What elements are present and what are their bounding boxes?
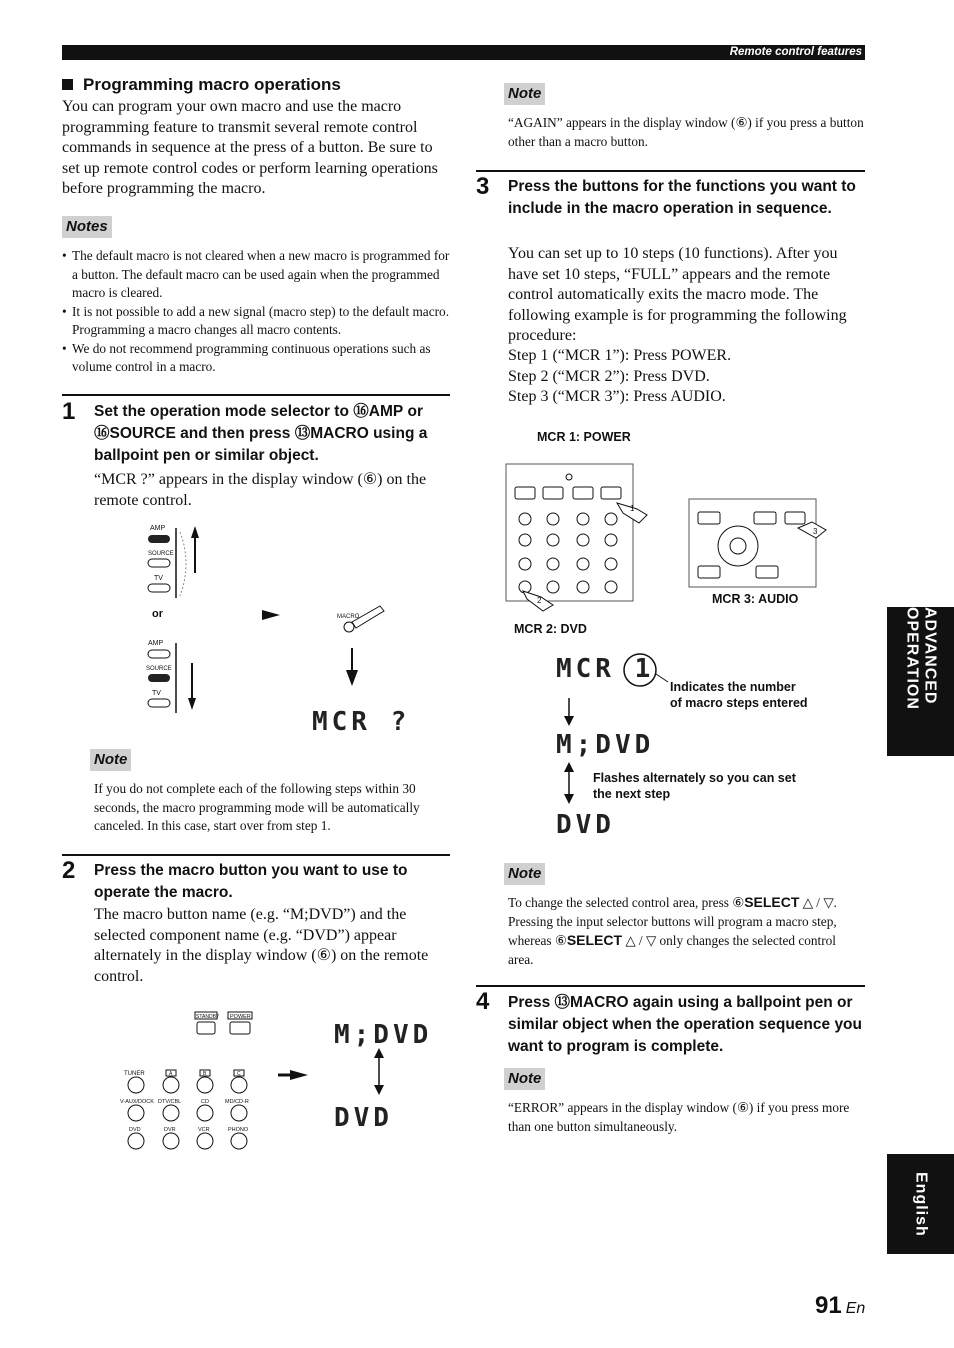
svg-text:V-AUX/DOCK: V-AUX/DOCK xyxy=(120,1099,154,1105)
note-item: • We do not recommend programming continuous operations such as volume control in a macro. xyxy=(62,340,450,377)
divider xyxy=(62,854,450,856)
fig1-tv: TV xyxy=(154,575,163,582)
svg-text:DVR: DVR xyxy=(164,1127,176,1133)
remote-right-figure xyxy=(688,498,828,590)
svg-text:3: 3 xyxy=(813,527,818,536)
divider xyxy=(476,985,865,987)
macro-button-figure xyxy=(118,1008,438,1158)
step2-title: Press the macro button you want to use to operate the macro. xyxy=(94,862,408,901)
fig1-lcd: MCR ? xyxy=(312,707,411,737)
svg-text:1: 1 xyxy=(630,504,635,513)
lcd-mcr1: MCR 1 xyxy=(556,654,655,684)
step3-body: You can set up to 10 steps (10 functions). After you have set 10 steps, “FULL” appears and the remote control automatically exits the macro mode. The following example is for programming the following procedure: xyxy=(508,245,847,344)
step1-title: Set the operation mode selector to ⑯AMP or ⑯SOURCE and then press ⑬MACRO using a ballpoint pen or similar object. xyxy=(94,403,428,464)
svg-text:DTV/CBL: DTV/CBL xyxy=(158,1099,182,1105)
section-title: Remote control features xyxy=(729,46,862,58)
notes-list xyxy=(62,247,450,377)
divider xyxy=(62,394,450,396)
remote-left-figure xyxy=(505,463,655,613)
note-a-text: “AGAIN” appears in the display window (⑥) if you press a button other than a macro button. xyxy=(508,115,864,149)
step3-title: Press the buttons for the functions you want to include in the macro operation in sequence. xyxy=(508,178,856,217)
svg-text:DVD: DVD xyxy=(129,1127,141,1133)
fig1-or: or xyxy=(152,608,163,620)
annotation-flash: Flashes alternately so you can set the next step xyxy=(593,771,796,801)
note-label: Note xyxy=(90,749,131,771)
mcr3-label: MCR 3: AUDIO xyxy=(712,592,799,606)
svg-text:A: A xyxy=(169,1071,173,1077)
notes-label: Notes xyxy=(62,216,112,238)
step4-title: Press ⑬MACRO again using a ballpoint pen or similar object when the operation sequence you want to program is complete. xyxy=(508,994,862,1055)
svg-text:B: B xyxy=(203,1071,207,1077)
note-b-text: To change the selected control area, press ⑥SELECT △ / ▽. Pressing the input selector buttons will program a macro step, whereas ⑥SELECT △ / ▽ only changes the selected control area. xyxy=(508,894,837,967)
step-number: 2 xyxy=(62,857,76,884)
step2-body: The macro button name (e.g. “M;DVD”) and the selected component name (e.g. “DVD”) appear alternately in the display window (⑥) on the remote control. xyxy=(94,906,429,985)
mcr2-label: MCR 2: DVD xyxy=(514,622,587,636)
svg-text:MD/CD-R: MD/CD-R xyxy=(225,1099,249,1105)
step-number: 3 xyxy=(476,173,490,200)
fig1-amp: AMP xyxy=(150,525,166,532)
section-heading xyxy=(62,75,341,95)
fig1-amp2: AMP xyxy=(148,640,164,647)
side-tab-advanced: ADVANCED OPERATION xyxy=(887,607,954,756)
note-item: • It is not possible to add a new signal (macro step) to the default macro. Programming a macro changes all macro contents. xyxy=(62,303,450,340)
step3-lines: Step 1 (“MCR 1”): Press POWER. Step 2 (“MCR 2”): Press DVD. Step 3 (“MCR 3”): Press AUDIO. xyxy=(508,347,732,405)
svg-text:C: C xyxy=(237,1071,241,1077)
intro-paragraph: You can program your own macro and use the macro programming feature to transmit several remote control commands in sequence at the press of a button. Be sure to set up remote control codes or perform learning operations before programming the macro. xyxy=(62,98,438,197)
note1-text: If you do not complete each of the following steps within 30 seconds, the macro programming mode will be automatically canceled. In this case, start over from step 1. xyxy=(94,781,420,833)
fig1-source: SOURCE xyxy=(148,551,174,557)
square-bullet-icon xyxy=(62,79,73,90)
step-number: 4 xyxy=(476,988,490,1015)
svg-text:STANDBY: STANDBY xyxy=(196,1014,220,1020)
note-item: • The default macro is not cleared when a new macro is programmed for a button. The default macro can be used again when the programmed macro is cleared. xyxy=(62,247,450,303)
fig1-tv2: TV xyxy=(152,690,161,697)
divider xyxy=(476,170,865,172)
svg-text:PHONO: PHONO xyxy=(228,1127,249,1133)
side-tab-english: English xyxy=(887,1154,954,1254)
note-label: Note xyxy=(504,863,545,885)
heading-text: Programming macro operations xyxy=(83,75,341,94)
svg-text:VCR: VCR xyxy=(198,1127,210,1133)
fig1-macro: MACRO xyxy=(337,614,360,620)
svg-text:M;DVD: M;DVD xyxy=(334,1020,433,1050)
mode-selector-figure xyxy=(140,518,440,743)
note-label: Note xyxy=(504,83,545,105)
svg-text:TUNER: TUNER xyxy=(124,1071,145,1077)
svg-text:2: 2 xyxy=(537,596,542,605)
note-c-text: “ERROR” appears in the display window (⑥) if you press more than one button simultaneously. xyxy=(508,1100,850,1134)
svg-text:POWER: POWER xyxy=(230,1014,251,1020)
fig1-source2: SOURCE xyxy=(146,666,172,672)
step-number: 1 xyxy=(62,398,76,425)
svg-text:CD: CD xyxy=(201,1099,209,1105)
note-label: Note xyxy=(504,1068,545,1090)
lcd-mdvd: M;DVD xyxy=(556,730,655,760)
step1-body: “MCR ?” appears in the display window (⑥) on the remote control. xyxy=(94,471,427,509)
lcd-dvd: DVD xyxy=(556,810,615,840)
annotation-steps: Indicates the number of macro steps entered xyxy=(670,680,808,710)
page-number: 91 En xyxy=(815,1292,866,1319)
svg-text:DVD: DVD xyxy=(334,1103,393,1133)
mcr1-label: MCR 1: POWER xyxy=(537,430,631,444)
